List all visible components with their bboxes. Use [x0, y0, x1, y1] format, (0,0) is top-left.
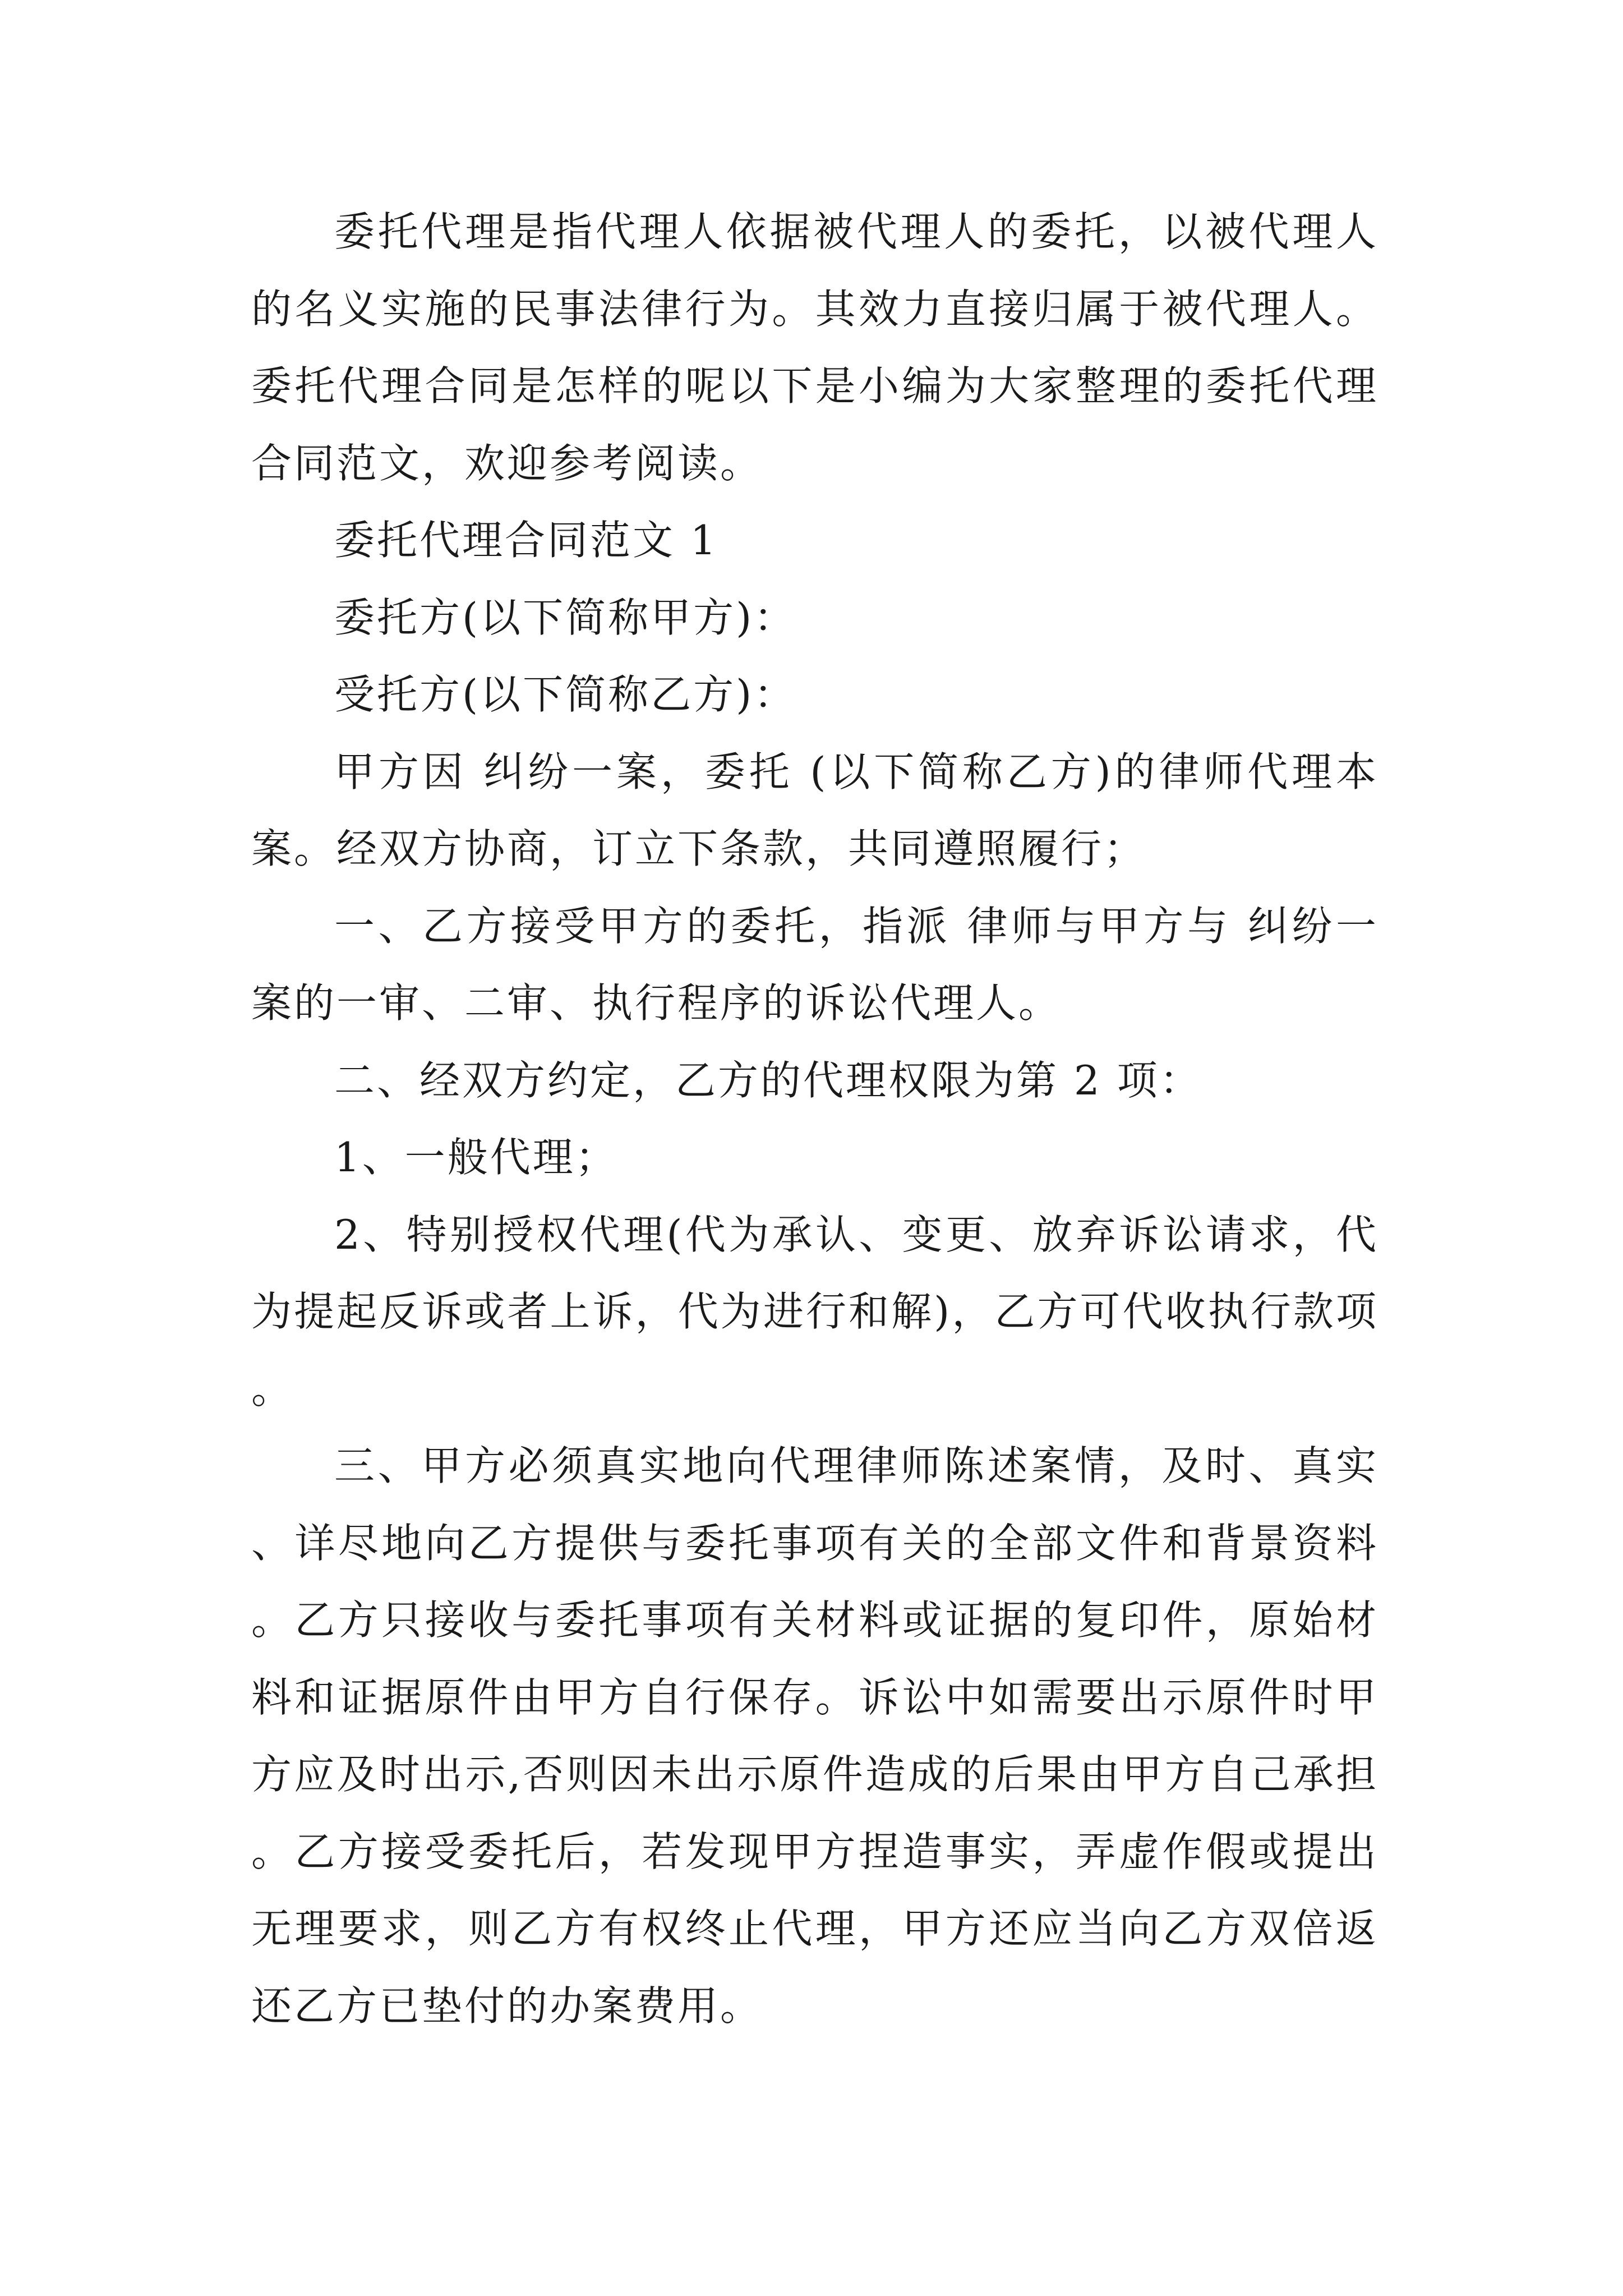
- document-body: [251, 194, 1378, 2045]
- intro-paragraph: 委托代理是指代理人依据被代理人的委托，以被代理人的名义实施的民事法律行为。其效力直接归属于被代理人。委托代理合同是怎样的呢以下是小编为大家整理的委托代理合同范文，欢迎参考阅读。: [251, 208, 1378, 487]
- party-a-line: 委托方(以下简称甲方)：: [334, 593, 797, 641]
- contract-title: 委托代理合同范文 1: [334, 517, 718, 564]
- clause-one: 一、乙方接受甲方的委托，指派 律师与甲方与 纠纷一案的一审、二审、执行程序的诉讼代理人。: [251, 902, 1378, 1027]
- clause-two: 二、经双方约定，乙方的代理权限为第 2 项：: [334, 1056, 1202, 1104]
- clause-two-item-1: 1、一般代理；: [334, 1134, 618, 1181]
- clause-two-item-2: 2、特别授权代理(代为承认、变更、放弃诉讼请求，代为提起反诉或者上诉，代为进行和解)，乙方可代收执行款项。: [251, 1211, 1378, 1412]
- clause-three: 三、甲方必须真实地向代理律师陈述案情，及时、真实、详尽地向乙方提供与委托事项有关的全部文件和背景资料。乙方只接收与委托事项有关材料或证据的复印件，原始材料和证据原件由甲方自行保存。诉讼中如需要出示原件时甲方应及时出示,否则因未出示原件造成的后果由甲方自己承担。乙方接受委托后，若发现甲方捏造事实，弄虚作假或提出无理要求，则乙方有权终止代理，甲方还应当向乙方双倍返还乙方已垫付的办案费用。: [251, 1442, 1378, 2030]
- party-b-line: 受托方(以下简称乙方)：: [334, 671, 797, 718]
- case-paragraph: 甲方因 纠纷一案，委托 (以下简称乙方)的律师代理本案。经双方协商，订立下条款，共同遵照履行；: [251, 748, 1378, 872]
